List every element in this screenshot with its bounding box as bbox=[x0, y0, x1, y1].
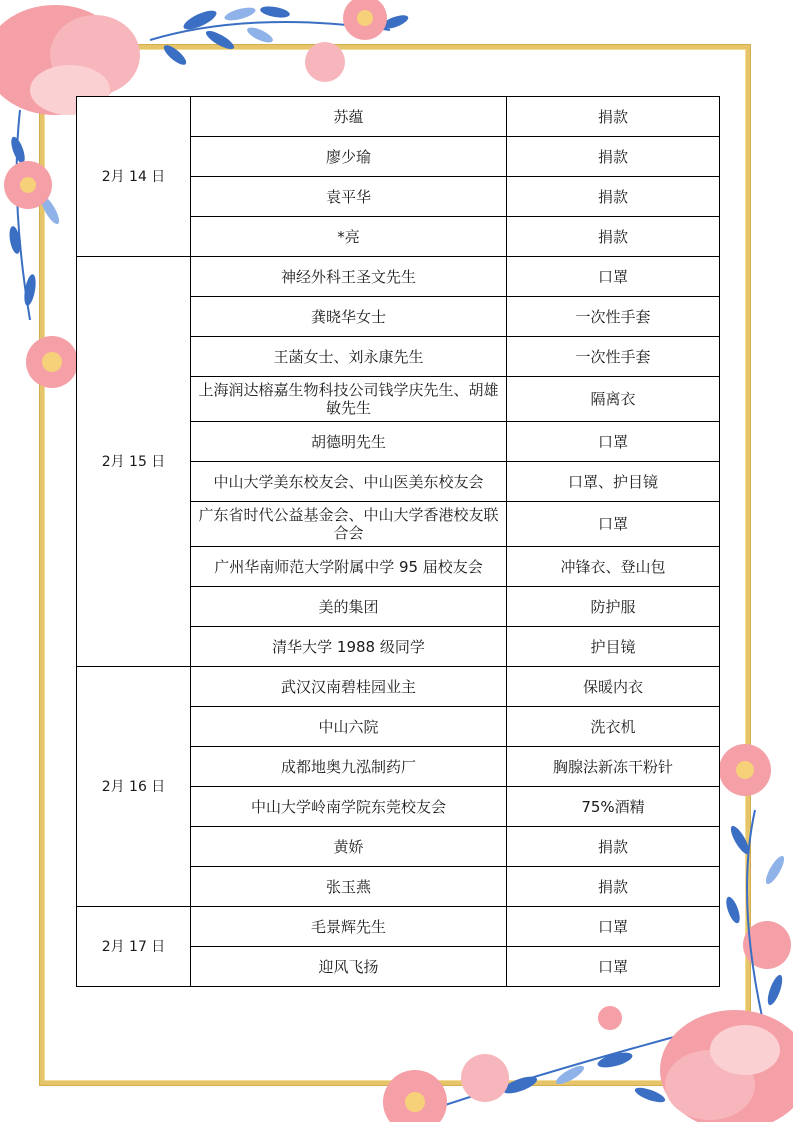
donor-cell: 广东省时代公益基金会、中山大学香港校友联合会 bbox=[191, 502, 507, 547]
item-cell: 捐款 bbox=[507, 827, 720, 867]
donor-cell: 中山六院 bbox=[191, 707, 507, 747]
donor-cell: 张玉燕 bbox=[191, 867, 507, 907]
item-cell: 捐款 bbox=[507, 137, 720, 177]
floral-decoration-bottom-right bbox=[370, 990, 793, 1122]
donor-cell: 清华大学 1988 级同学 bbox=[191, 627, 507, 667]
donor-cell: 成都地奥九泓制药厂 bbox=[191, 747, 507, 787]
item-cell: 口罩 bbox=[507, 257, 720, 297]
date-cell: 2月 15 日 bbox=[77, 257, 191, 667]
item-cell: 保暖内衣 bbox=[507, 667, 720, 707]
item-cell: 洗衣机 bbox=[507, 707, 720, 747]
date-cell: 2月 16 日 bbox=[77, 667, 191, 907]
donor-cell: 武汉汉南碧桂园业主 bbox=[191, 667, 507, 707]
donor-cell: 中山大学美东校友会、中山医美东校友会 bbox=[191, 462, 507, 502]
item-cell: 捐款 bbox=[507, 177, 720, 217]
item-cell: 护目镜 bbox=[507, 627, 720, 667]
item-cell: 口罩 bbox=[507, 422, 720, 462]
item-cell: 捐款 bbox=[507, 217, 720, 257]
donor-cell: 广州华南师范大学附属中学 95 届校友会 bbox=[191, 547, 507, 587]
date-cell: 2月 17 日 bbox=[77, 907, 191, 987]
item-cell: 口罩 bbox=[507, 502, 720, 547]
item-cell: 冲锋衣、登山包 bbox=[507, 547, 720, 587]
leaf-branch-icon bbox=[8, 110, 63, 320]
item-cell: 胸腺法新冻干粉针 bbox=[507, 747, 720, 787]
item-cell: 防护服 bbox=[507, 587, 720, 627]
item-cell: 一次性手套 bbox=[507, 337, 720, 377]
big-flower-icon bbox=[660, 1010, 793, 1122]
donor-cell: 苏蕴 bbox=[191, 97, 507, 137]
donor-cell: 美的集团 bbox=[191, 587, 507, 627]
item-cell: 隔离衣 bbox=[507, 377, 720, 422]
donor-cell: 王菡女士、刘永康先生 bbox=[191, 337, 507, 377]
item-cell: 一次性手套 bbox=[507, 297, 720, 337]
donation-table bbox=[76, 96, 720, 987]
donor-cell: 上海润达榕嘉生物科技公司钱学庆先生、胡雄敏先生 bbox=[191, 377, 507, 422]
date-cell: 2月 14 日 bbox=[77, 97, 191, 257]
donor-cell: 袁平华 bbox=[191, 177, 507, 217]
item-cell: 75%酒精 bbox=[507, 787, 720, 827]
item-cell: 捐款 bbox=[507, 867, 720, 907]
item-cell: 口罩 bbox=[507, 947, 720, 987]
item-cell: 捐款 bbox=[507, 97, 720, 137]
item-cell: 口罩 bbox=[507, 907, 720, 947]
donor-cell: 神经外科王圣文先生 bbox=[191, 257, 507, 297]
donor-cell: 龚晓华女士 bbox=[191, 297, 507, 337]
flower-icon bbox=[383, 1006, 622, 1122]
donor-cell: 胡德明先生 bbox=[191, 422, 507, 462]
donor-cell: 中山大学岭南学院东莞校友会 bbox=[191, 787, 507, 827]
flower-icon bbox=[305, 0, 387, 82]
donor-cell: 毛景辉先生 bbox=[191, 907, 507, 947]
donor-cell: *亮 bbox=[191, 217, 507, 257]
donor-cell: 廖少瑜 bbox=[191, 137, 507, 177]
flower-left-edge bbox=[20, 330, 80, 390]
item-cell: 口罩、护目镜 bbox=[507, 462, 720, 502]
donor-cell: 黄娇 bbox=[191, 827, 507, 867]
donor-cell: 迎风飞扬 bbox=[191, 947, 507, 987]
